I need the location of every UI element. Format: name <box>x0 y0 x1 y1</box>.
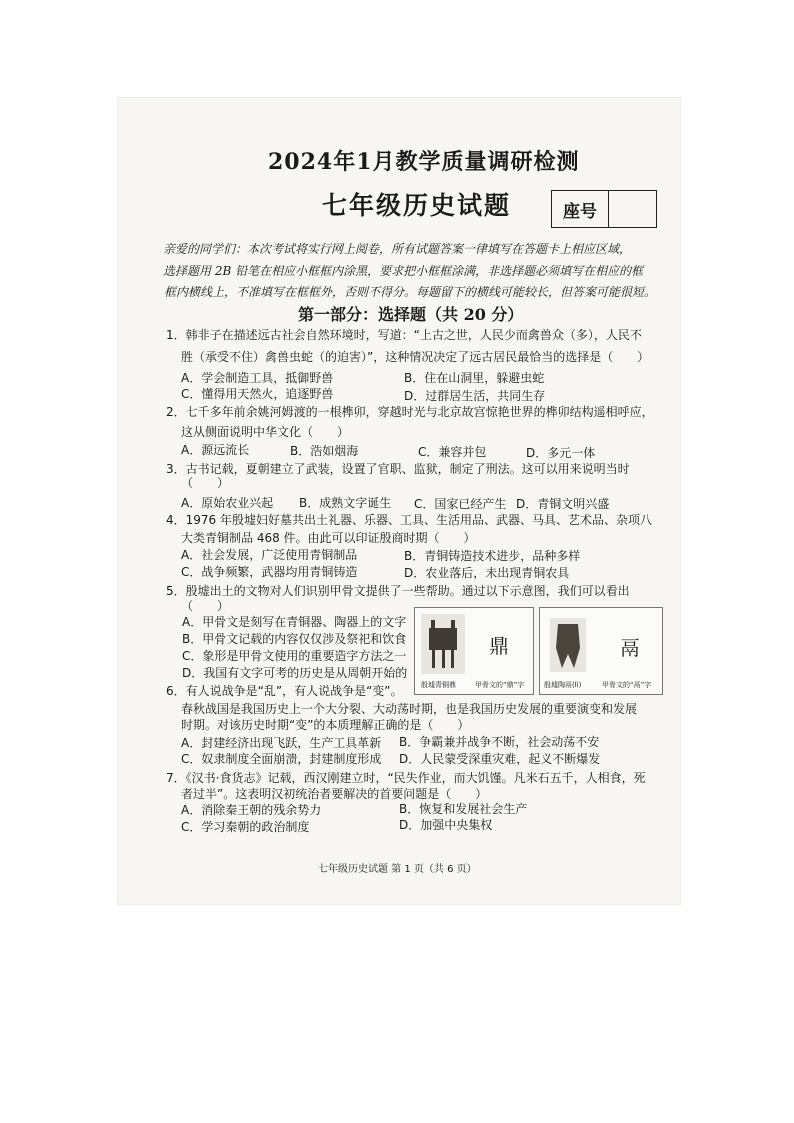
option: A．学会制造工具，抵御野兽 <box>181 371 334 385</box>
question-text: 1．韩非子在描述远古社会自然环境时，写道：“上古之世，人民少而禽兽众（多），人民不 <box>166 328 642 342</box>
figure-caption: 甲骨文的“鬲”字 <box>602 681 652 689</box>
question-text: 春秋战国是我国历史上一个大分裂、大动荡时期，也是我国历史发展的重要演变和发展 <box>181 702 638 716</box>
question-text: 4．1976 年殷墟妇好墓共出土礼器、乐器、工具、生活用品、武器、马具、艺术品、杂项八 <box>166 513 652 527</box>
option: C．战争频繁，武器均用青铜铸造 <box>181 565 358 579</box>
option: C．国家已经产生 <box>414 497 507 511</box>
option: B．成熟文字诞生 <box>299 496 392 510</box>
option: C．象形是甲骨文使用的重要造字方法之一 <box>182 649 407 663</box>
option: A．消除秦王朝的残余势力 <box>181 803 322 817</box>
option: C．兼容并包 <box>418 445 487 459</box>
figure-caption: 殷墟青铜鼎 <box>421 681 456 689</box>
option: A．社会发展，广泛使用青铜制品 <box>181 548 358 562</box>
intro-line: 选择题用 2B 铅笔在相应小框框内涂黑，要求把小框框涂满，非选择题必须填写在相应的框 <box>163 264 644 278</box>
figure-li <box>539 607 663 695</box>
option: C．学习秦朝的政治制度 <box>181 820 310 834</box>
intro-line: 框内横线上，不准填写在框框外，否则不得分。每题留下的横线可能较长，但答案可能很短。 <box>164 285 657 299</box>
section-title: 第一部分：选择题（共 20 分） <box>298 305 524 324</box>
question-text: 大类青铜制品 468 件。由此可以印证殷商时期（ ） <box>181 531 476 545</box>
question-text: 胜（承受不住）禽兽虫蛇（的迫害）”，这种情况决定了远古居民最恰当的选择是（ ） <box>181 350 650 364</box>
question-text: 者过半”。这表明汉初统治者要解决的首要问题是（ ） <box>181 787 488 801</box>
exam-title: 2024年1月教学质量调研检测 <box>268 149 580 175</box>
option: A．原始农业兴起 <box>181 496 274 510</box>
option: C．奴隶制度全面崩溃，封建制度形成 <box>181 752 382 766</box>
option: B．青铜铸造技术进步，品种多样 <box>404 549 581 563</box>
question-text: 时期。对该历史时期“变”的本质理解正确的是（ ） <box>181 718 470 732</box>
option: D．人民蒙受深重灾难，起义不断爆发 <box>399 752 601 766</box>
question-text: 6．有人说战争是“乱”，有人说战争是“变”。 <box>166 684 403 698</box>
option: D．我国有文字可考的历史是从周朝开始的 <box>182 666 408 680</box>
exam-subtitle: 七年级历史试题 <box>322 191 512 220</box>
seat-number-blank <box>609 191 656 227</box>
option: A．源远流长 <box>181 443 250 457</box>
option: D．多元一体 <box>526 446 596 460</box>
question-text: 这从侧面说明中华文化（ ） <box>181 425 350 439</box>
option: C．懂得用天然火，追逐野兽 <box>181 387 334 401</box>
option: A．甲骨文是刻写在青铜器、陶器上的文字 <box>182 615 407 629</box>
option: B．恢复和发展社会生产 <box>399 802 528 816</box>
pottery-li-image <box>550 618 586 672</box>
oracle-ding-glyph: 鼎 <box>489 634 509 658</box>
option: B．争霸兼并战争不断，社会动荡不安 <box>399 735 600 749</box>
seat-label: 座号 <box>552 191 609 227</box>
option: D．农业落后，未出现青铜农具 <box>404 566 570 580</box>
option: B．住在山洞里，躲避虫蛇 <box>404 371 545 385</box>
bronze-ding-image <box>421 614 465 674</box>
page-footer: 七年级历史试题 第 1 页（共 6 页） <box>318 864 477 875</box>
figure-caption: 甲骨文的“鼎”字 <box>475 681 525 689</box>
option: D．青铜文明兴盛 <box>516 497 610 511</box>
option: D．过群居生活，共同生存 <box>404 389 546 403</box>
figure-ding <box>414 607 534 695</box>
option: D．加强中央集权 <box>399 818 493 832</box>
question-text: 7．《汉书·食货志》记载，西汉刚建立时，“民失作业，而大饥馑。凡米石五千，人相食，死 <box>166 771 646 785</box>
oracle-li-glyph: 鬲 <box>620 636 640 660</box>
option: B．浩如烟海 <box>290 444 359 458</box>
intro-line: 亲爱的同学们：本次考试将实行网上阅卷，所有试题答案一律填写在答题卡上相应区域， <box>163 242 632 256</box>
option: B．甲骨文记载的内容仅仅涉及祭祀和饮食 <box>182 632 407 646</box>
question-text: 3．古书记载，夏朝建立了武装，设置了官职、监狱，制定了刑法。这可以用来说明当时 <box>166 462 630 476</box>
seat-number-box <box>551 190 657 228</box>
figure-caption: 殷墟陶鬲(lì) <box>544 681 582 689</box>
question-text: 2．七千多年前余姚河姆渡的一根榫卯，穿越时光与北京故宫惊艳世界的榫卯结构遥相呼应， <box>166 405 654 419</box>
question-text: 5．殷墟出土的文物对人们识别甲骨文提供了一些帮助。通过以下示意图，我们可以看出 <box>166 584 630 598</box>
question-text: （ ） <box>181 476 230 490</box>
option: A．封建经济出现飞跃，生产工具革新 <box>181 736 382 750</box>
question-text: （ ） <box>181 599 230 613</box>
